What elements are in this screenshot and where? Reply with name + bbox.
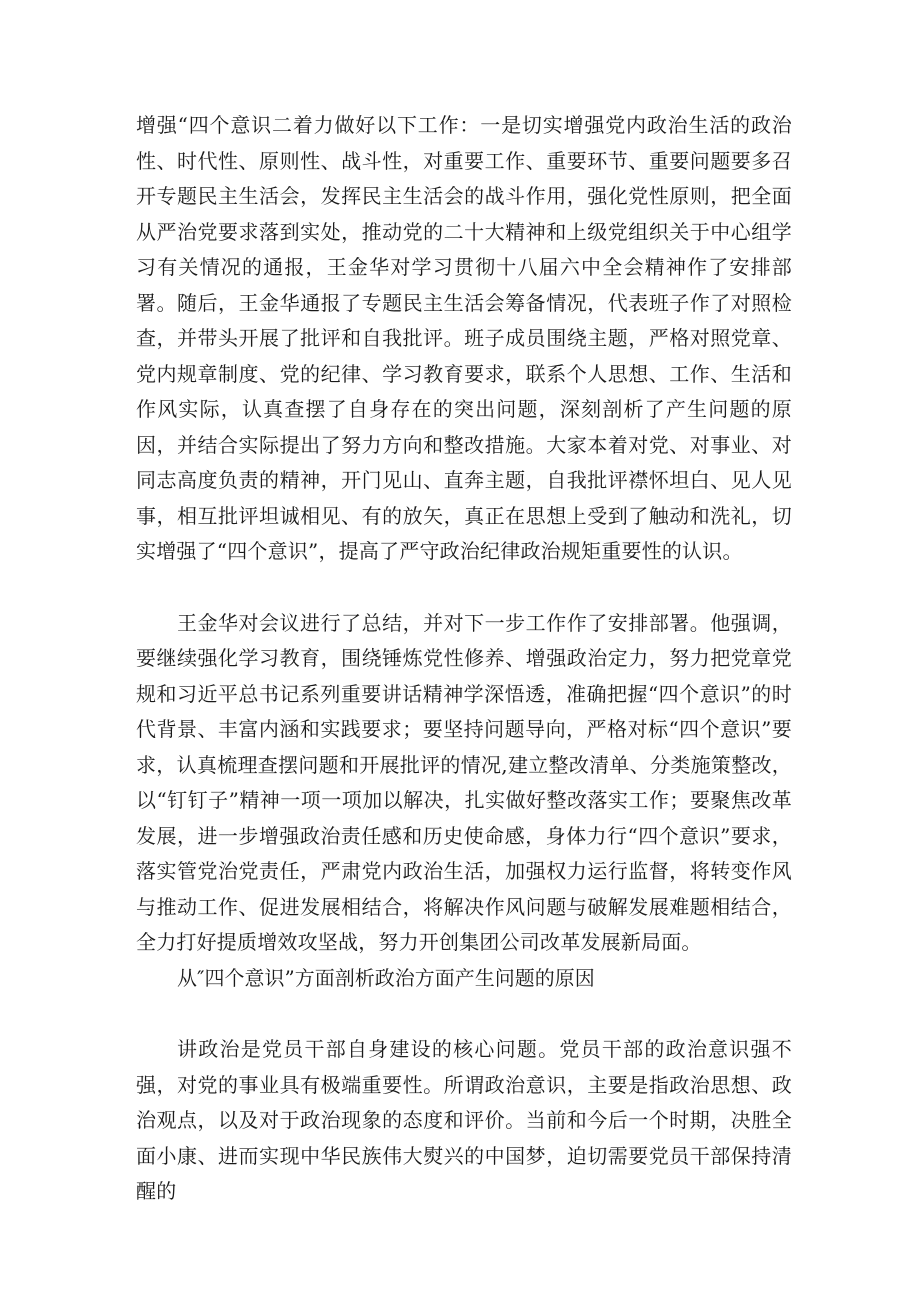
document-body [136, 108, 792, 1210]
paragraph-summary: 王金华对会议进行了总结，并对下一步工作作了安排部署。他强调，要继续强化学习教育，围绕锤炼党性修养、增强政治定力，努力把党章党规和习近平总书记系列重要讲话精神学深悟透，准确把握“四个意识”的时代背景、丰富内涵和实践要求；要坚持问题导向，严格对标“四个意识”要求，认真梳理查摆问题和开展批评的情况,建立整改清单、分类施策整改，以“钉钉子”精神一项一项加以解决，扎实做好整改落实工作；要聚焦改革发展，进一步增强政治责任感和历史使命感，身体力行“四个意识”要求，落实管党治党责任，严肃党内政治生活，加强权力运行监督，将转变作风与推动工作、促进发展相结合，将解决作风问题与破解发展难题相结合，全力打好提质增效攻坚战，努力开创集团公司改革发展新局面。 [136, 610, 792, 954]
paragraph-political-awareness: 讲政治是党员干部自身建设的核心问题。党员干部的政治意识强不强，对党的事业具有极端重要性。所谓政治意识，主要是指政治思想、政治观点，以及对于政治现象的态度和评价。当前和今后一个时期，决胜全面小康、进而实现中华民族伟大熨兴的中国梦，迫切需要党员干部保持清醒的 [136, 1037, 792, 1203]
section-heading: 从″四个意识”方面剖析政治方面产生问题的原因 [177, 965, 595, 990]
paragraph-meeting-review: 增强“四个意识二着力做好以下工作：一是切实增强党内政治生活的政治性、时代性、原则性、战斗性，对重要工作、重要环节、重要问题要多召开专题民主生活会，发挥民主生活会的战斗作用，强化党性原则，把全面从严治党要求落到实处，推动党的二十大精神和上级党组织关于中心组学习有关情况的通报，王金华对学习贯彻十八届六中全会精神作了安排部署。随后，王金华通报了专题民主生活会筹备情况，代表班子作了对照检查，并带头开展了批评和自我批评。班子成员围绕主题，严格对照党章、党内规章制度、党的纪律、学习教育要求，联系个人思想、工作、生活和作风实际，认真查摆了自身存在的突出问题，深刻剖析了产生问题的原因，并结合实际提出了努力方向和整改措施。大家本着对党、对事业、对同志高度负责的精神，开门见山、直奔主题，自我批评襟怀坦白、见人见事，相互批评坦诚相见、有的放矢，真正在思想上受到了触动和洗礼，切实增强了“四个意识”，提高了严守政治纪律政治规矩重要性的认识。 [136, 113, 792, 563]
